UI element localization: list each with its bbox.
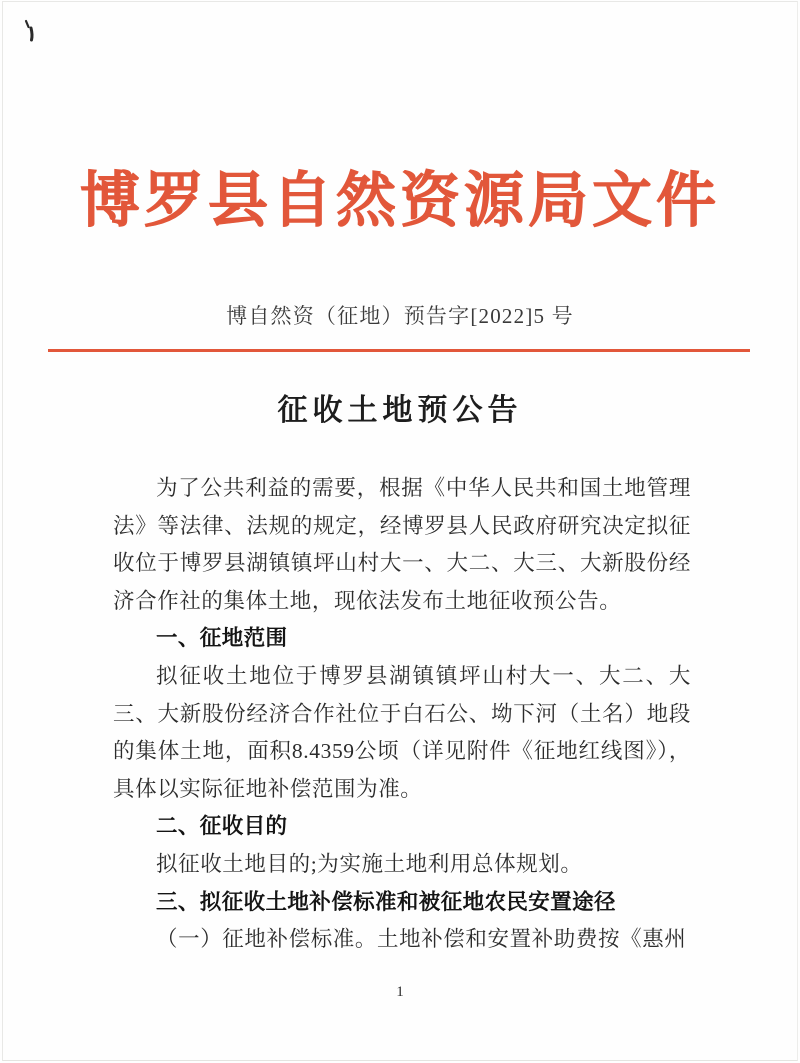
section-text-2: 拟征收土地目的;为实施土地利用总体规划。	[156, 851, 583, 876]
handwriting-scan-artifact-icon	[22, 18, 44, 44]
issuing-authority-title: 博罗县自然资源局文件	[80, 166, 720, 236]
section-3-item-1: （一）征地补偿标准。土地补偿和安置补助费按《惠州	[156, 927, 687, 952]
section-heading-3: 三、拟征收土地补偿标准和被征地农民安置途径	[156, 889, 616, 915]
paragraph-intro: 为了公共利益的需要，根据《中华人民共和国土地管理法》等法律、法规的规定，经博罗县人民政府研究决定拟征收位于博罗县湖镇镇坪山村大一、大二、大三、大新股份经济合作社的集体土地，现依法发布土地征收预公告。	[113, 476, 691, 613]
section-heading-2: 二、征收目的	[156, 814, 288, 840]
masthead-red-rule	[48, 349, 750, 352]
section-text-1: 拟征收土地位于博罗县湖镇镇坪山村大一、大二、大三、大新股份经济合作社位于白石公、坳下河（土名）地段的集体土地，面积8.4359公顷（详见附件《征地红线图》），具体以实际征地补偿范围为准。	[113, 663, 691, 801]
page-number: 1	[396, 984, 404, 1000]
section-heading-1: 一、征地范围	[156, 626, 288, 652]
document-number: 博自然资（征地）预告字[2022]5 号	[226, 304, 574, 328]
masthead	[0, 168, 800, 235]
page-title: 征收土地预公告	[277, 393, 523, 428]
document-body	[113, 470, 691, 959]
